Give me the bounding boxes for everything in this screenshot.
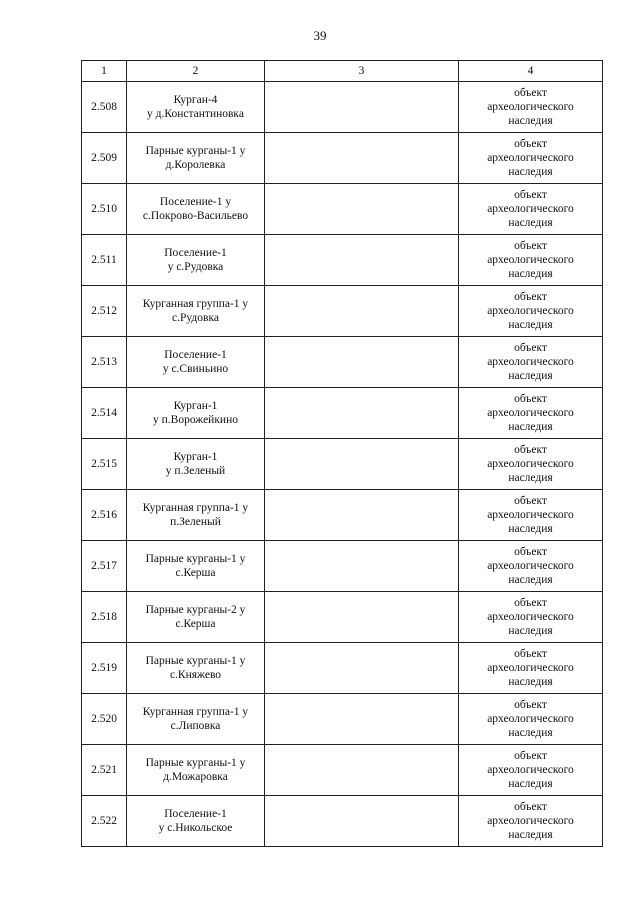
col3-cell	[265, 388, 459, 439]
col3-cell	[265, 439, 459, 490]
status-cell: объект археологического наследия	[459, 82, 603, 133]
status-cell: объект археологического наследия	[459, 337, 603, 388]
object-name-cell: Парные курганы-1 у с.Княжево	[127, 643, 265, 694]
table-row	[82, 388, 603, 439]
status-cell: объект археологического наследия	[459, 286, 603, 337]
row-number-cell: 2.512	[82, 286, 127, 337]
row-number-cell: 2.509	[82, 133, 127, 184]
status-cell: объект археологического наследия	[459, 490, 603, 541]
object-name-cell: Поселение-1 у с.Рудовка	[127, 235, 265, 286]
object-name-cell: Поселение-1 у с.Свиньино	[127, 337, 265, 388]
header-col-1: 1	[82, 61, 127, 82]
col3-cell	[265, 643, 459, 694]
object-name-cell: Курган-4 у д.Константиновка	[127, 82, 265, 133]
row-number-cell: 2.518	[82, 592, 127, 643]
col3-cell	[265, 796, 459, 847]
table-row	[82, 541, 603, 592]
heritage-registry-table	[81, 60, 603, 847]
object-name-cell: Курган-1 у п.Зеленый	[127, 439, 265, 490]
object-name-cell: Парные курганы-1 у д.Королевка	[127, 133, 265, 184]
table-row	[82, 592, 603, 643]
row-number-cell: 2.520	[82, 694, 127, 745]
col3-cell	[265, 337, 459, 388]
object-name-cell: Поселение-1 у с.Покрово-Васильево	[127, 184, 265, 235]
status-cell: объект археологического наследия	[459, 694, 603, 745]
header-col-3: 3	[265, 61, 459, 82]
row-number-cell: 2.517	[82, 541, 127, 592]
status-cell: объект археологического наследия	[459, 388, 603, 439]
row-number-cell: 2.513	[82, 337, 127, 388]
object-name-cell: Курганная группа-1 у с.Рудовка	[127, 286, 265, 337]
object-name-cell: Парные курганы-1 у д.Можаровка	[127, 745, 265, 796]
status-cell: объект археологического наследия	[459, 796, 603, 847]
object-name-cell: Курганная группа-1 у с.Липовка	[127, 694, 265, 745]
col3-cell	[265, 82, 459, 133]
object-name-cell: Курганная группа-1 у п.Зеленый	[127, 490, 265, 541]
status-cell: объект археологического наследия	[459, 439, 603, 490]
status-cell: объект археологического наследия	[459, 592, 603, 643]
col3-cell	[265, 745, 459, 796]
row-number-cell: 2.511	[82, 235, 127, 286]
row-number-cell: 2.514	[82, 388, 127, 439]
col3-cell	[265, 541, 459, 592]
table-row	[82, 337, 603, 388]
status-cell: объект археологического наследия	[459, 643, 603, 694]
status-cell: объект археологического наследия	[459, 745, 603, 796]
table-row	[82, 82, 603, 133]
table-header	[82, 61, 603, 82]
table-row	[82, 184, 603, 235]
status-cell: объект археологического наследия	[459, 235, 603, 286]
header-row	[82, 61, 603, 82]
row-number-cell: 2.521	[82, 745, 127, 796]
col3-cell	[265, 490, 459, 541]
table-row	[82, 796, 603, 847]
table-row	[82, 439, 603, 490]
col3-cell	[265, 184, 459, 235]
row-number-cell: 2.515	[82, 439, 127, 490]
table-row	[82, 133, 603, 184]
status-cell: объект археологического наследия	[459, 133, 603, 184]
col3-cell	[265, 592, 459, 643]
col3-cell	[265, 235, 459, 286]
row-number-cell: 2.510	[82, 184, 127, 235]
header-col-4: 4	[459, 61, 603, 82]
table-body	[82, 82, 603, 847]
table-row	[82, 286, 603, 337]
col3-cell	[265, 694, 459, 745]
object-name-cell: Курган-1 у п.Ворожейкино	[127, 388, 265, 439]
table-row	[82, 235, 603, 286]
table-row	[82, 643, 603, 694]
col3-cell	[265, 286, 459, 337]
table-row	[82, 745, 603, 796]
table-row	[82, 490, 603, 541]
row-number-cell: 2.508	[82, 82, 127, 133]
page-number: 39	[313, 28, 327, 43]
header-col-2: 2	[127, 61, 265, 82]
status-cell: объект археологического наследия	[459, 541, 603, 592]
row-number-cell: 2.522	[82, 796, 127, 847]
object-name-cell: Парные курганы-1 у с.Керша	[127, 541, 265, 592]
row-number-cell: 2.516	[82, 490, 127, 541]
status-cell: объект археологического наследия	[459, 184, 603, 235]
col3-cell	[265, 133, 459, 184]
object-name-cell: Поселение-1 у с.Никольское	[127, 796, 265, 847]
object-name-cell: Парные курганы-2 у с.Керша	[127, 592, 265, 643]
table-row	[82, 694, 603, 745]
row-number-cell: 2.519	[82, 643, 127, 694]
